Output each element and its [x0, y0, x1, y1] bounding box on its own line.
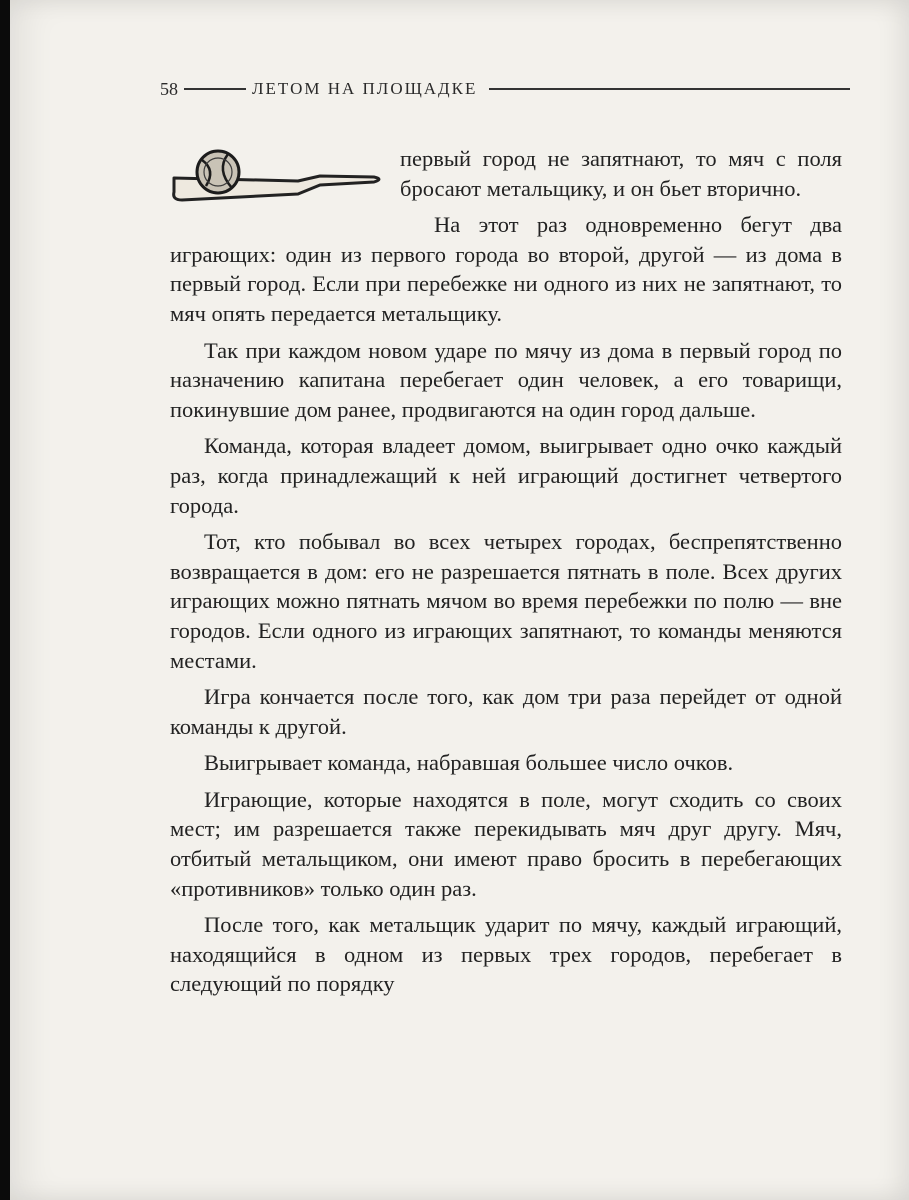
header-rule-left: [184, 88, 246, 90]
body-text: [170, 144, 842, 1006]
paragraph: первый город не запятнают, то мяч с поля бросают метальщику, и он бьет вторично.: [400, 146, 842, 201]
running-head: [160, 78, 850, 100]
paragraph: После того, как метальщик ударит по мячу, каждый играющий, находящийся в одном из первых трех городов, перебегает в следующий по порядку: [170, 912, 842, 997]
ball-and-bat-icon: [170, 148, 388, 230]
paragraph: Так при каждом новом ударе по мячу из дома в первый город по назначению капитана перебегает один человек, а его товарищи, покинувшие дом ранее, продвигаются на один город дальше.: [170, 337, 842, 422]
running-title: ЛЕТОМ НА ПЛОЩАДКЕ: [252, 79, 478, 98]
paragraph: Выигрывает команда, набравшая большее число очков.: [204, 750, 734, 776]
book-page: [10, 0, 909, 1200]
paragraph: Играющие, которые находятся в поле, могут сходить со своих мест; им разрешается также перекидывать мяч друг другу. Мяч, отбитый метальщиком, они имеют право бросить в перебегающих «противников» только один раз.: [170, 786, 842, 901]
paragraph: Команда, которая владеет домом, выигрывает одно очко каждый раз, когда принадлежащий к ней играющий достигнет четвертого города.: [170, 433, 842, 518]
page-number: 58: [160, 78, 178, 99]
paragraph: На этот раз одновременно бегут два играющих: один из первого города во второй, другой — из дома в первый город. Если при перебежке ни одного из них не запятнают, то мяч опять передается метальщику.: [170, 212, 842, 326]
paragraph: Тот, кто побывал во всех четырех городах, беспрепятственно возвращается в дом: его не разрешается пятнать в поле. Всех других играющих можно пятнать мячом во время перебежки по полю — вне городов. Если одного из играющих запятнают, то команды меняются местами.: [170, 529, 842, 673]
header-rule-right: [489, 88, 850, 90]
paragraph: Игра кончается после того, как дом три раза перейдет от одной команды к другой.: [170, 684, 842, 739]
